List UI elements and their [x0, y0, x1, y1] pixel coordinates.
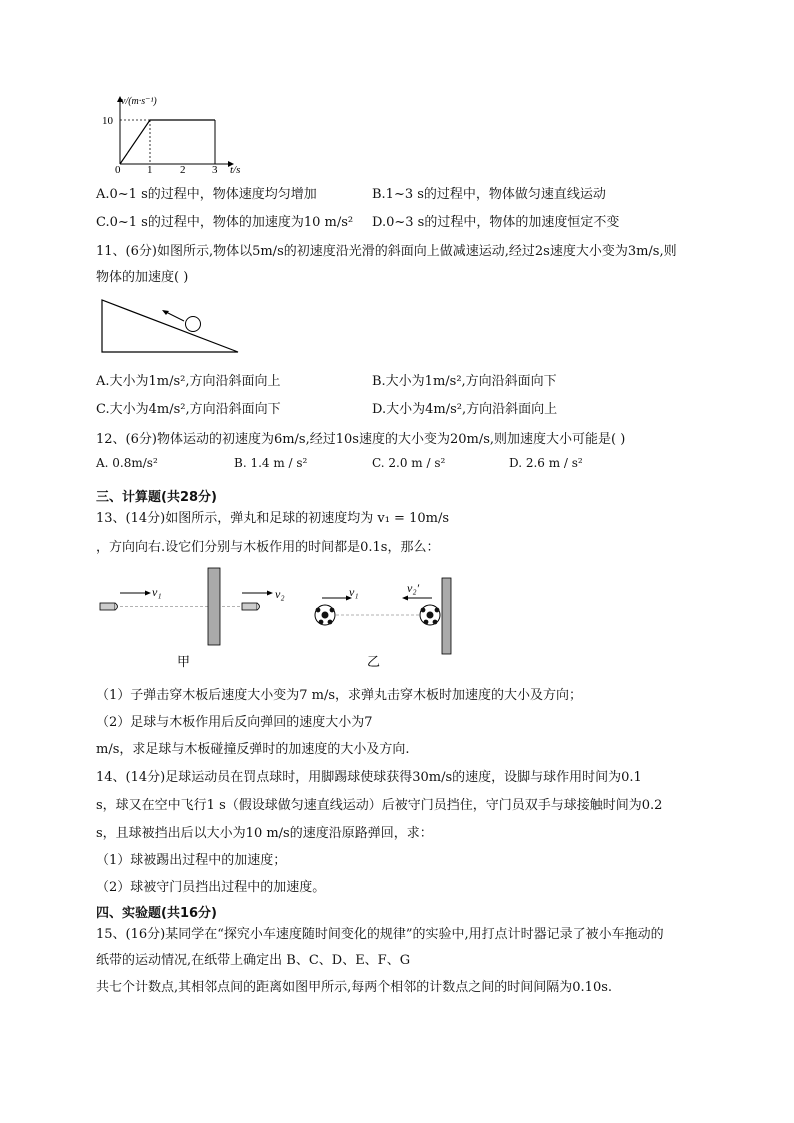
bullet-after	[242, 603, 257, 610]
q11-option-b: B.大小为1m/s²,方向沿斜面向下	[372, 374, 557, 389]
q15-stem-line3: 共七个计数点,其相邻点间的距离如图甲所示,每两个相邻的计数点之间的时间间隔为0.10s.	[96, 980, 613, 995]
q11-option-c: C.大小为4m/s²,方向沿斜面向下	[96, 402, 281, 417]
q13-stem-line1: 13、(14分)如图所示，弹丸和足球的初速度均为 v₁ = 10m/s	[96, 511, 449, 526]
q13-sub2-line2: m/s，求足球与木板碰撞反弹时的加速度的大小及方向.	[96, 742, 410, 757]
bullet-before-tip	[115, 603, 118, 610]
q12-option-d: D. 2.6 m / s²	[509, 456, 583, 470]
x-tick-2: 2	[180, 164, 186, 174]
bullet-ball-figure	[96, 565, 476, 675]
q10-option-b: B.1~3 s的过程中，物体做匀速直线运动	[372, 187, 606, 202]
incline-triangle	[102, 300, 238, 352]
q11-stem-line1: 11、(6分)如图所示,物体以5m/s的初速度沿光滑的斜面向上做减速运动,经过2s速度大小变为3m/s,则	[96, 244, 677, 259]
x-tick-0: 0	[115, 164, 121, 174]
figure-label-jia: 甲	[177, 654, 191, 669]
q12-stem: 12、(6分)物体运动的初速度为6m/s,经过10s速度的大小变为20m/s,则加速度大小可能是( )	[96, 432, 626, 447]
v1-label-jia: v₁	[152, 585, 162, 599]
figure-jia	[100, 568, 285, 669]
wooden-board-jia	[208, 568, 220, 645]
figure-label-yi: 乙	[367, 654, 381, 669]
q14-stem-line1: 14、(14分)足球运动员在罚点球时，用脚踢球使球获得30m/s的速度，设脚与球作用时间为0.1	[96, 770, 642, 785]
section-3-title: 三、计算题(共28分)	[96, 490, 217, 505]
v2-prime-label: v₂′	[407, 581, 420, 595]
y-axis-label: v/(m·s⁻¹)	[121, 96, 157, 107]
v2-label: v₂	[275, 587, 285, 601]
ball-patch-right	[427, 612, 434, 619]
q13-sub1: （1）子弹击穿木板后速度大小变为7 m/s，求弹丸击穿木板时加速度的大小及方向；	[96, 688, 583, 703]
wooden-board-yi	[442, 578, 451, 654]
q13-stem-line2: ，方向向右.设它们分别与木板作用的时间都是0.1s，那么：	[96, 540, 440, 555]
q14-sub1: （1）球被踢出过程中的加速度；	[96, 853, 287, 868]
q11-stem-line2: 物体的加速度( )	[96, 270, 189, 285]
q10-option-c: C.0~1 s的过程中，物体的加速度为10 m/s²	[96, 215, 354, 230]
q12-option-b: B. 1.4 m / s²	[234, 456, 308, 470]
v1-label-yi: v₁	[349, 585, 359, 599]
bullet-after-tip	[257, 603, 260, 610]
ball-patch-right-2	[421, 608, 426, 613]
q14-stem-line3: s，且球被挡出后以大小为10 m/s的速度沿原路弹回，求：	[96, 826, 433, 841]
q14-stem-line2: s，球又在空中飞行1 s（假设球做匀速直线运动）后被守门员挡住，守门员双手与球接触时间为0.2	[96, 798, 663, 813]
v2-prime-arrowhead	[402, 596, 408, 601]
q12-option-a: A. 0.8m/s²	[96, 456, 158, 470]
ball-patch-right-5	[433, 620, 438, 625]
x-tick-1: 1	[147, 164, 153, 174]
q11-option-a: A.大小为1m/s²,方向沿斜面向上	[96, 374, 281, 389]
q14-sub2: （2）球被守门员挡出过程中的加速度。	[96, 880, 326, 895]
ball-patch-right-4	[424, 620, 429, 625]
incline-figure	[96, 294, 244, 356]
ball-patch-left-5	[328, 620, 333, 625]
q11-option-d: D.大小为4m/s²,方向沿斜面向上	[372, 402, 558, 417]
figure-yi	[315, 578, 451, 669]
x-axis-label: t/s	[230, 164, 241, 174]
velocity-time-graph	[96, 92, 256, 174]
velocity-line	[120, 120, 215, 164]
ball-patch-left-3	[330, 608, 335, 613]
ball-patch-left	[322, 612, 329, 619]
q13-sub2-line1: （2）足球与木板作用后反向弹回的速度大小为7	[96, 715, 373, 730]
q12-option-c: C. 2.0 m / s²	[372, 456, 446, 470]
x-tick-3: 3	[212, 164, 218, 174]
ball	[186, 317, 201, 332]
q10-option-a: A.0~1 s的过程中，物体速度均匀增加	[96, 187, 317, 202]
q15-stem-line1: 15、(16分)某同学在“探究小车速度随时间变化的规律”的实验中,用打点计时器记录了被小车拖动的	[96, 927, 664, 942]
q10-option-d: D.0~3 s的过程中，物体的加速度恒定不变	[372, 215, 620, 230]
v2-arrowhead	[267, 591, 273, 596]
bullet-before	[100, 603, 115, 610]
q15-stem-line2: 纸带的运动情况,在纸带上确定出 B、C、D、E、F、G	[96, 953, 411, 968]
y-tick-10: 10	[102, 115, 113, 127]
ball-patch-left-4	[319, 620, 324, 625]
ball-patch-left-2	[316, 608, 321, 613]
v1-arrowhead-jia	[145, 591, 151, 596]
ball-patch-right-3	[435, 608, 440, 613]
section-4-title: 四、实验题(共16分)	[96, 906, 217, 921]
